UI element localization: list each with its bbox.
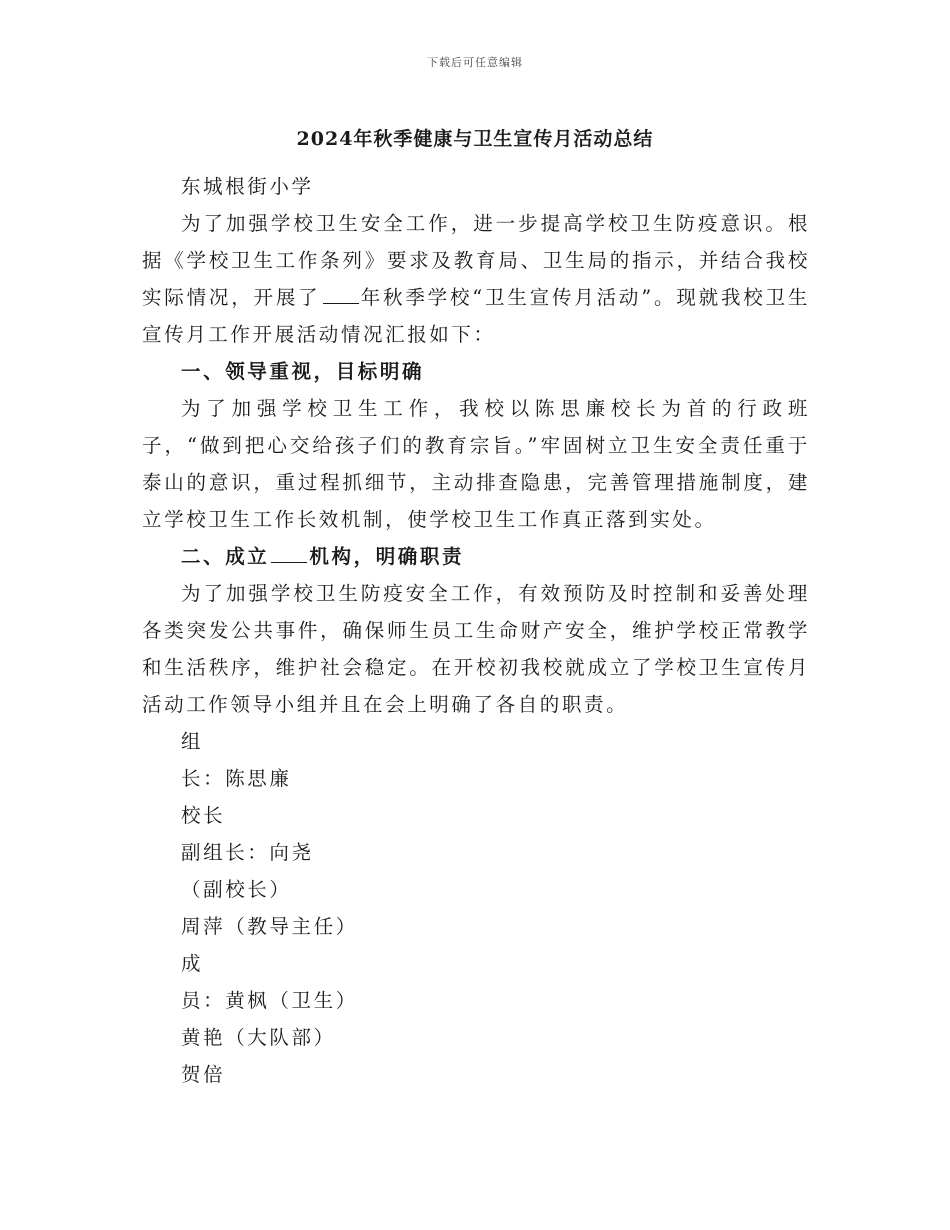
school-name: 东城根街小学	[181, 175, 314, 198]
list-line: 组	[181, 730, 204, 753]
list-line: （副校长）	[181, 878, 292, 901]
list-line: 校长	[181, 804, 226, 827]
list-line: 黄艳（大队部）	[181, 1026, 336, 1049]
section-heading-2-part1: 二、成立	[181, 545, 270, 568]
list-line: 周萍（教导主任）	[181, 915, 358, 938]
blank-underline	[271, 540, 307, 563]
paragraph-organization: 为了加强学校卫生防疫安全工作，有效预防及时控制和妥善处理各类突发公共事件，确保师生员工生命财产安全，维护学校正常教学和生活秩序，维护社会稳定。在开校初我校就成立了学校卫生宣传月活动工作领导小组并且在会上明确了各自的职责。	[142, 582, 810, 716]
paragraph-intro-part2: 年秋季学校“卫生宣传月活动”。现就我校卫生宣传月工作开展活动情况汇报如下：	[142, 286, 810, 346]
paragraph-intro-part1: 为了加强学校卫生安全工作，进一步提高学校卫生防疫意识。根据《学校卫生工作条列》要求及教育局、卫生局的指示，并结合我校实际情况，开展了	[142, 212, 810, 309]
list-line: 成	[181, 952, 204, 975]
list-line: 贺倍	[181, 1063, 226, 1086]
document-body	[142, 168, 810, 1093]
section-heading-2	[142, 538, 810, 575]
list-line: 长：陈思廉	[181, 767, 292, 790]
document-title: 2024年秋季健康与卫生宣传月活动总结	[296, 128, 654, 150]
blank-underline	[323, 281, 359, 304]
list-line: 副组长：向尧	[181, 841, 314, 864]
paragraph-intro	[142, 205, 810, 353]
header-note: 下载后可任意编辑	[427, 56, 523, 69]
section-heading-1: 一、领导重视，目标明确	[181, 360, 425, 383]
paragraph-leadership: 为了加强学校卫生工作，我校以陈思廉校长为首的行政班子，“做到把心交给孩子们的教育宗旨。”牢固树立卫生安全责任重于泰山的意识，重过程抓细节，主动排查隐患，完善管理措施制度，建立学校卫生工作长效机制，使学校卫生工作真正落到实处。	[142, 397, 810, 531]
list-line: 员：黄枫（卫生）	[181, 989, 358, 1012]
section-heading-2-part2: 机构，明确职责	[309, 545, 465, 568]
